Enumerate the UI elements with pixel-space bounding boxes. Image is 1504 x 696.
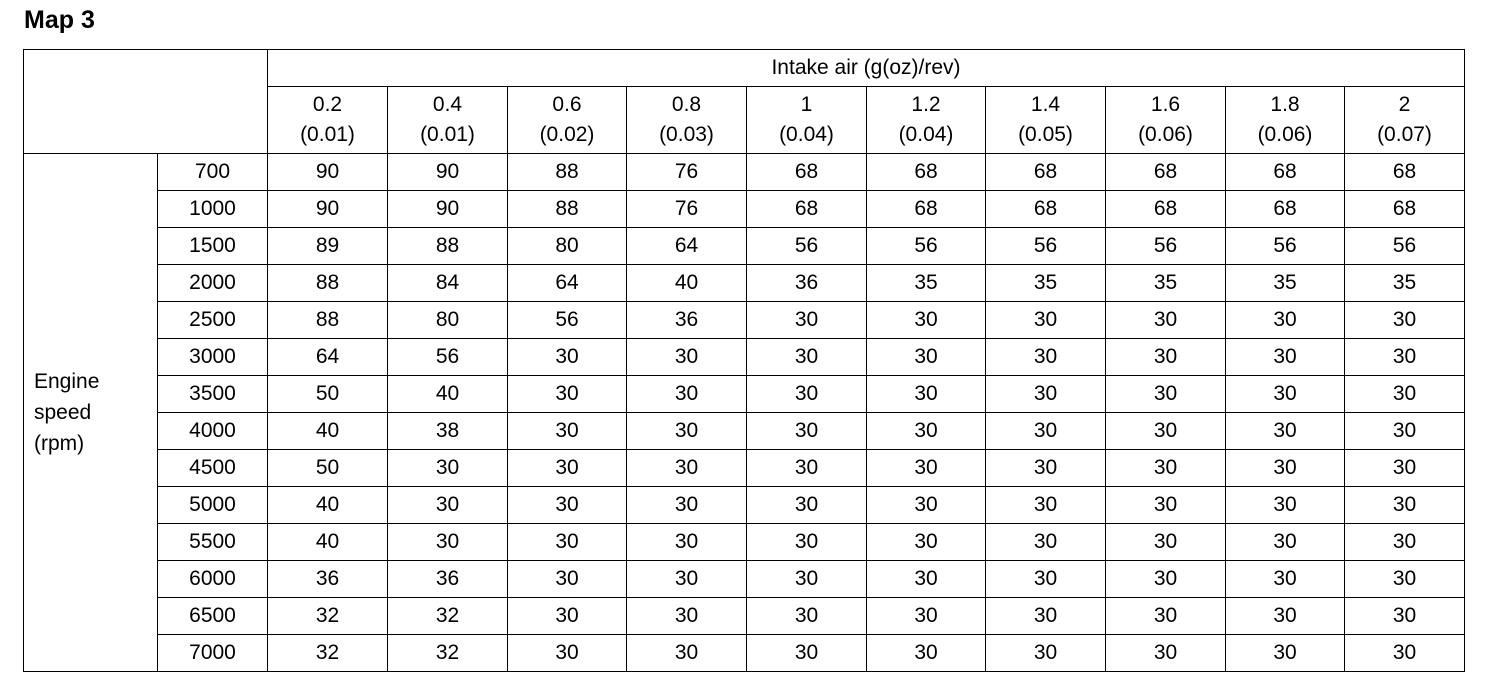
column-header <box>268 87 388 154</box>
value-cell: 30 <box>1226 561 1345 598</box>
value-cell: 36 <box>388 561 508 598</box>
value-cell: 56 <box>1345 228 1465 265</box>
value-cell: 30 <box>508 413 627 450</box>
table-row <box>24 635 1465 672</box>
value-cell: 30 <box>1106 524 1226 561</box>
column-header-grams: 1.8 <box>1270 93 1300 116</box>
value-cell: 56 <box>508 302 627 339</box>
rpm-cell: 3500 <box>158 376 268 413</box>
rpm-cell: 700 <box>158 154 268 191</box>
column-header-ounces: (0.01) <box>300 123 355 146</box>
value-cell: 40 <box>268 487 388 524</box>
value-cell: 30 <box>747 598 867 635</box>
value-cell: 30 <box>747 561 867 598</box>
value-cell: 30 <box>747 376 867 413</box>
value-cell: 30 <box>388 524 508 561</box>
value-cell: 35 <box>986 265 1106 302</box>
value-cell: 30 <box>867 339 986 376</box>
value-cell: 56 <box>388 339 508 376</box>
column-header-grams: 1.2 <box>911 93 941 116</box>
value-cell: 30 <box>508 339 627 376</box>
column-header-grams: 2 <box>1398 93 1411 116</box>
value-cell: 32 <box>388 598 508 635</box>
value-cell: 30 <box>1226 635 1345 672</box>
value-cell: 40 <box>388 376 508 413</box>
rpm-cell: 5000 <box>158 487 268 524</box>
value-cell: 32 <box>268 598 388 635</box>
value-cell: 30 <box>388 487 508 524</box>
value-cell: 30 <box>627 376 747 413</box>
row-group-header-line: (rpm) <box>34 432 85 455</box>
value-cell: 88 <box>268 265 388 302</box>
table-row <box>24 450 1465 487</box>
value-cell: 30 <box>1345 635 1465 672</box>
value-cell: 30 <box>1226 413 1345 450</box>
column-header-grams: 0.2 <box>312 93 343 116</box>
rpm-cell: 7000 <box>158 635 268 672</box>
value-cell: 88 <box>508 191 627 228</box>
rpm-cell: 6000 <box>158 561 268 598</box>
value-cell: 30 <box>508 561 627 598</box>
value-cell: 68 <box>867 154 986 191</box>
value-cell: 30 <box>1106 376 1226 413</box>
value-cell: 30 <box>1345 339 1465 376</box>
map-table <box>23 49 1465 672</box>
value-cell: 30 <box>508 524 627 561</box>
value-cell: 30 <box>627 487 747 524</box>
value-cell: 64 <box>627 228 747 265</box>
value-cell: 30 <box>867 524 986 561</box>
value-cell: 30 <box>1226 524 1345 561</box>
column-header-grams: 0.6 <box>552 93 582 116</box>
value-cell: 30 <box>1106 635 1226 672</box>
value-cell: 68 <box>1106 191 1226 228</box>
value-cell: 30 <box>1345 302 1465 339</box>
value-cell: 30 <box>1106 413 1226 450</box>
value-cell: 30 <box>1345 561 1465 598</box>
value-cell: 88 <box>268 302 388 339</box>
table-corner-cell <box>24 50 268 154</box>
rpm-cell: 6500 <box>158 598 268 635</box>
value-cell: 30 <box>986 302 1106 339</box>
table-row <box>24 561 1465 598</box>
value-cell: 30 <box>986 376 1106 413</box>
value-cell: 68 <box>1106 154 1226 191</box>
value-cell: 36 <box>268 561 388 598</box>
value-cell: 40 <box>268 413 388 450</box>
column-header-grams: 1 <box>800 93 813 116</box>
value-cell: 68 <box>1345 154 1465 191</box>
value-cell: 30 <box>747 635 867 672</box>
value-cell: 30 <box>986 561 1106 598</box>
value-cell: 30 <box>986 413 1106 450</box>
value-cell: 56 <box>1226 228 1345 265</box>
value-cell: 30 <box>867 487 986 524</box>
value-cell: 30 <box>747 302 867 339</box>
column-header-ounces: (0.07) <box>1377 123 1432 146</box>
value-cell: 30 <box>627 561 747 598</box>
page-title: Map 3 <box>24 6 95 34</box>
value-cell: 30 <box>1345 413 1465 450</box>
value-cell: 88 <box>388 228 508 265</box>
value-cell: 30 <box>747 339 867 376</box>
value-cell: 30 <box>1106 561 1226 598</box>
value-cell: 50 <box>268 450 388 487</box>
value-cell: 68 <box>986 191 1106 228</box>
value-cell: 30 <box>986 487 1106 524</box>
column-header-ounces: (0.04) <box>898 123 954 146</box>
table-row <box>24 487 1465 524</box>
value-cell: 30 <box>1345 487 1465 524</box>
value-cell: 30 <box>867 302 986 339</box>
value-cell: 30 <box>627 524 747 561</box>
value-cell: 84 <box>388 265 508 302</box>
value-cell: 38 <box>388 413 508 450</box>
column-header <box>986 87 1106 154</box>
value-cell: 56 <box>986 228 1106 265</box>
value-cell: 30 <box>867 413 986 450</box>
column-group-header: Intake air (g(oz)/rev) <box>268 50 1465 87</box>
value-cell: 90 <box>268 191 388 228</box>
value-cell: 30 <box>1226 598 1345 635</box>
rpm-cell: 2000 <box>158 265 268 302</box>
value-cell: 30 <box>1345 524 1465 561</box>
value-cell: 32 <box>268 635 388 672</box>
value-cell: 56 <box>867 228 986 265</box>
value-cell: 40 <box>268 524 388 561</box>
value-cell: 30 <box>627 339 747 376</box>
column-header-grams: 1.4 <box>1030 93 1061 116</box>
value-cell: 30 <box>1106 598 1226 635</box>
table-row <box>24 376 1465 413</box>
value-cell: 80 <box>508 228 627 265</box>
column-header-ounces: (0.04) <box>779 123 834 146</box>
rpm-cell: 1000 <box>158 191 268 228</box>
value-cell: 80 <box>388 302 508 339</box>
value-cell: 30 <box>1226 339 1345 376</box>
value-cell: 30 <box>986 450 1106 487</box>
value-cell: 30 <box>986 635 1106 672</box>
value-cell: 30 <box>1226 487 1345 524</box>
value-cell: 30 <box>508 598 627 635</box>
value-cell: 30 <box>1226 376 1345 413</box>
table-row <box>24 413 1465 450</box>
value-cell: 68 <box>747 154 867 191</box>
value-cell: 30 <box>627 598 747 635</box>
value-cell: 68 <box>986 154 1106 191</box>
value-cell: 30 <box>508 487 627 524</box>
rpm-cell: 5500 <box>158 524 268 561</box>
column-header-ounces: (0.06) <box>1257 123 1313 146</box>
value-cell: 68 <box>1226 154 1345 191</box>
column-header-ounces: (0.03) <box>659 123 714 146</box>
value-cell: 32 <box>388 635 508 672</box>
value-cell: 30 <box>986 524 1106 561</box>
value-cell: 56 <box>747 228 867 265</box>
value-cell: 50 <box>268 376 388 413</box>
column-header-grams: 0.4 <box>432 93 463 116</box>
value-cell: 30 <box>1345 598 1465 635</box>
column-header-ounces: (0.06) <box>1138 123 1193 146</box>
value-cell: 76 <box>627 191 747 228</box>
rpm-cell: 2500 <box>158 302 268 339</box>
row-group-header-line: speed <box>34 401 92 424</box>
value-cell: 30 <box>747 487 867 524</box>
value-cell: 30 <box>867 635 986 672</box>
value-cell: 68 <box>1345 191 1465 228</box>
value-cell: 30 <box>747 450 867 487</box>
value-cell: 30 <box>508 450 627 487</box>
value-cell: 76 <box>627 154 747 191</box>
column-header-ounces: (0.01) <box>420 123 475 146</box>
value-cell: 68 <box>747 191 867 228</box>
value-cell: 30 <box>747 524 867 561</box>
column-header <box>747 87 867 154</box>
value-cell: 36 <box>747 265 867 302</box>
column-header <box>508 87 627 154</box>
value-cell: 68 <box>867 191 986 228</box>
rpm-cell: 4000 <box>158 413 268 450</box>
value-cell: 30 <box>627 413 747 450</box>
row-group-header <box>24 154 158 672</box>
value-cell: 30 <box>388 450 508 487</box>
rpm-cell: 4500 <box>158 450 268 487</box>
column-header <box>867 87 986 154</box>
column-header <box>627 87 747 154</box>
value-cell: 30 <box>1106 450 1226 487</box>
value-cell: 68 <box>1226 191 1345 228</box>
table-row <box>24 265 1465 302</box>
value-cell: 40 <box>627 265 747 302</box>
value-cell: 30 <box>867 561 986 598</box>
value-cell: 30 <box>867 598 986 635</box>
column-header <box>388 87 508 154</box>
value-cell: 30 <box>1106 302 1226 339</box>
table-row <box>24 339 1465 376</box>
column-header <box>1106 87 1226 154</box>
value-cell: 30 <box>627 450 747 487</box>
value-cell: 30 <box>867 376 986 413</box>
value-cell: 35 <box>1226 265 1345 302</box>
table-row <box>24 228 1465 265</box>
value-cell: 30 <box>986 598 1106 635</box>
table-row <box>24 598 1465 635</box>
column-header <box>1345 87 1465 154</box>
value-cell: 30 <box>508 635 627 672</box>
value-cell: 89 <box>268 228 388 265</box>
value-cell: 30 <box>1106 487 1226 524</box>
value-cell: 30 <box>1106 339 1226 376</box>
value-cell: 35 <box>1345 265 1465 302</box>
table-row <box>24 524 1465 561</box>
value-cell: 30 <box>1345 450 1465 487</box>
value-cell: 88 <box>508 154 627 191</box>
rpm-cell: 3000 <box>158 339 268 376</box>
value-cell: 36 <box>627 302 747 339</box>
value-cell: 30 <box>1226 302 1345 339</box>
column-header-ounces: (0.02) <box>539 123 595 146</box>
value-cell: 30 <box>1345 376 1465 413</box>
value-cell: 30 <box>747 413 867 450</box>
column-header-grams: 1.6 <box>1150 93 1181 116</box>
value-cell: 30 <box>1226 450 1345 487</box>
value-cell: 30 <box>986 339 1106 376</box>
rpm-cell: 1500 <box>158 228 268 265</box>
table-row <box>24 302 1465 339</box>
value-cell: 56 <box>1106 228 1226 265</box>
row-group-header-line: Engine <box>34 370 100 393</box>
value-cell: 64 <box>268 339 388 376</box>
value-cell: 30 <box>627 635 747 672</box>
table-row <box>24 191 1465 228</box>
value-cell: 30 <box>508 376 627 413</box>
value-cell: 90 <box>388 154 508 191</box>
column-header-grams: 0.8 <box>671 93 702 116</box>
table-row <box>24 154 1465 191</box>
value-cell: 35 <box>867 265 986 302</box>
column-header-ounces: (0.05) <box>1018 123 1073 146</box>
value-cell: 30 <box>867 450 986 487</box>
table-body <box>24 154 1465 672</box>
column-header <box>1226 87 1345 154</box>
value-cell: 90 <box>268 154 388 191</box>
value-cell: 64 <box>508 265 627 302</box>
value-cell: 35 <box>1106 265 1226 302</box>
value-cell: 90 <box>388 191 508 228</box>
